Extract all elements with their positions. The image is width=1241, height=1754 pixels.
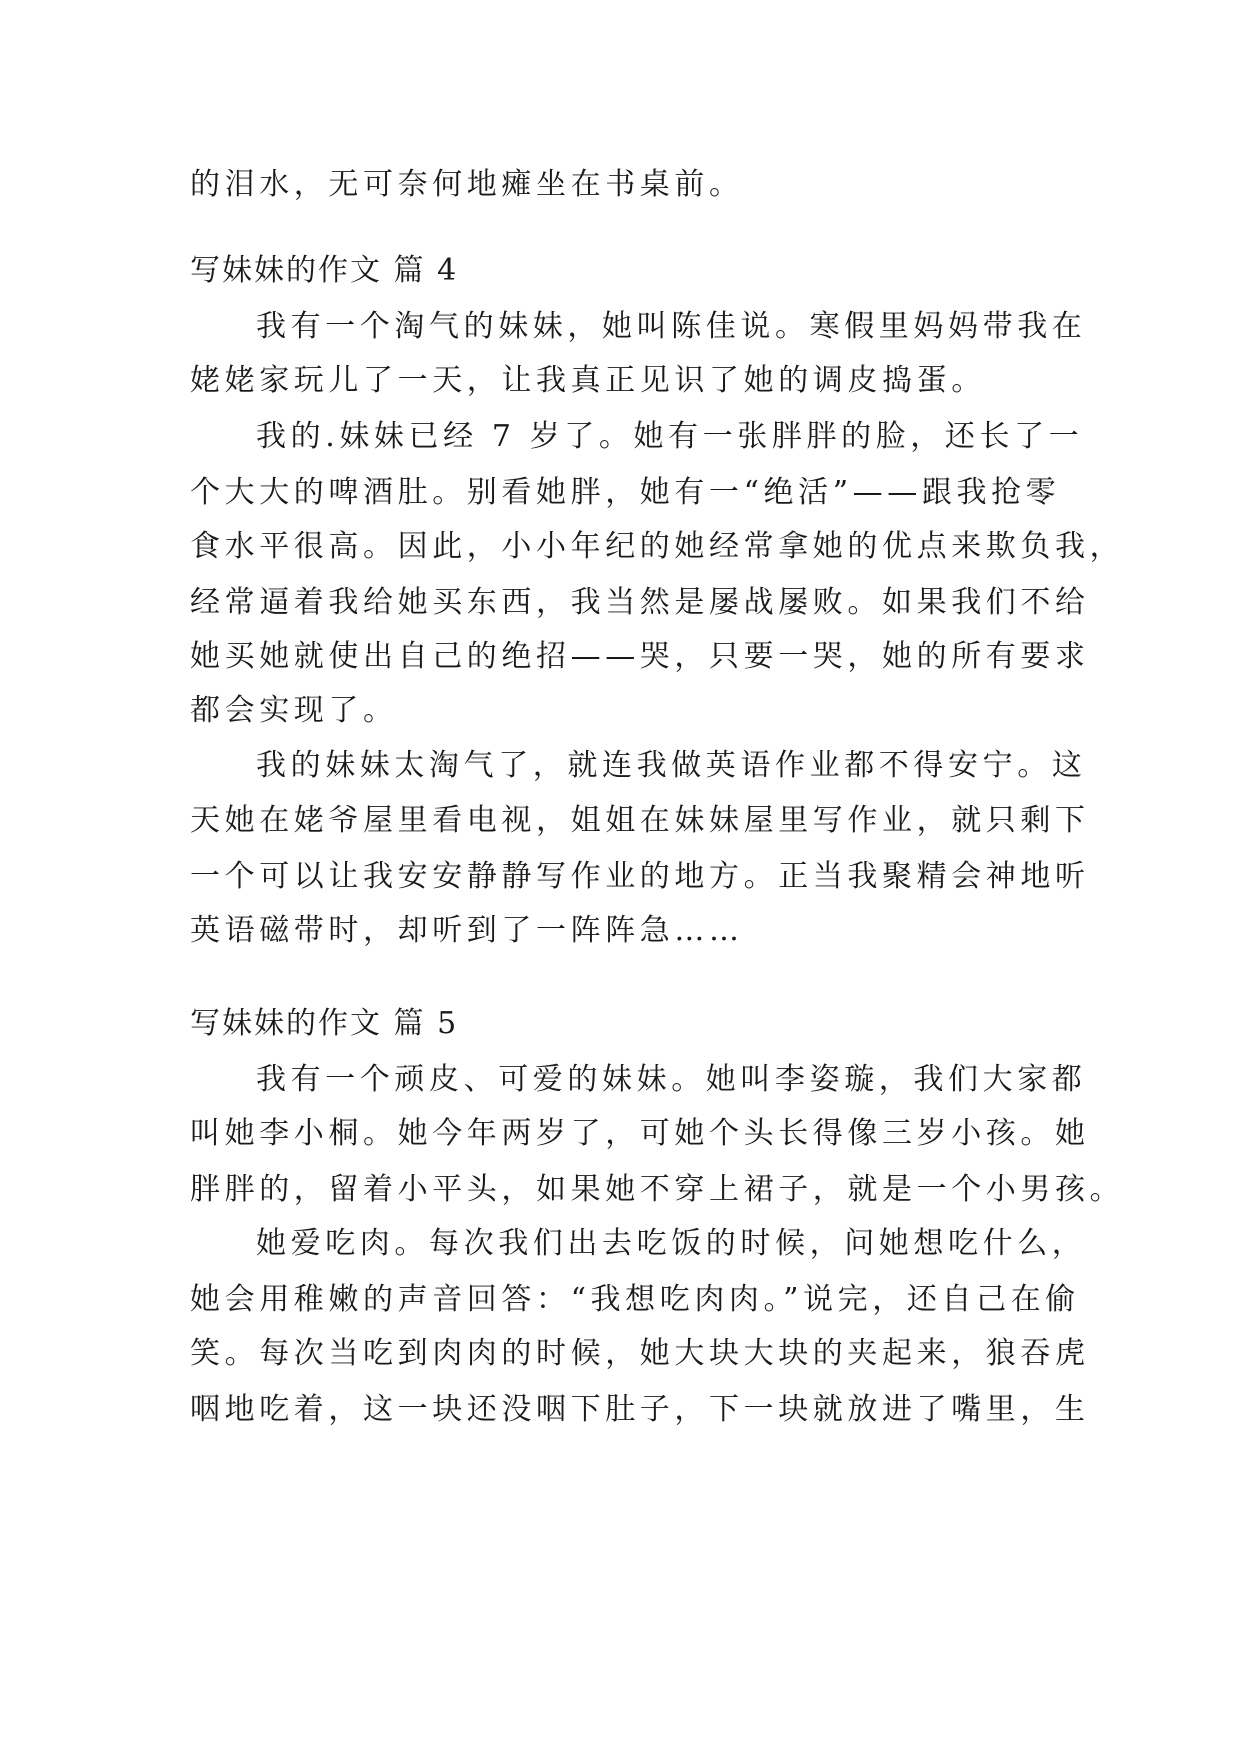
paragraph-line: 笑。每次当吃到肉肉的时候，她大块大块的夹起来，狼吞虎	[190, 1336, 1090, 1371]
section-heading: 写妹妹的作文 篇 5	[190, 1006, 459, 1041]
paragraph-line: 一个可以让我安安静静写作业的地方。正当我聚精会神地听	[190, 859, 1090, 894]
paragraph-line: 我有一个顽皮、可爱的妹妹。她叫李姿璇，我们大家都	[256, 1062, 1087, 1097]
paragraph-line: 我的妹妹太淘气了，就连我做英语作业都不得安宁。这	[256, 748, 1087, 783]
section-heading: 写妹妹的作文 篇 4	[190, 253, 459, 288]
paragraph-line: 胖胖的，留着小平头，如果她不穿上裙子，就是一个小男孩。	[190, 1172, 1125, 1207]
paragraph-line: 英语磁带时，却听到了一阵阵急……	[190, 913, 744, 948]
paragraph-line: 咽地吃着，这一块还没咽下肚子，下一块就放进了嘴里，生	[190, 1392, 1090, 1427]
paragraph-line: 经常逼着我给她买东西，我当然是屡战屡败。如果我们不给	[190, 585, 1090, 620]
paragraph-line: 她买她就使出自己的绝招——哭，只要一哭，她的所有要求	[190, 639, 1090, 674]
paragraph-line: 我有一个淘气的妹妹，她叫陈佳说。寒假里妈妈带我在	[256, 309, 1087, 344]
paragraph-line: 食水平很高。因此，小小年纪的她经常拿她的优点来欺负我，	[190, 529, 1125, 564]
paragraph-line: 她爱吃肉。每次我们出去吃饭的时候，问她想吃什么，	[256, 1226, 1087, 1261]
paragraph-line: 姥姥家玩儿了一天，让我真正见识了她的调皮捣蛋。	[190, 363, 986, 398]
paragraph-line: 都会实现了。	[190, 693, 398, 728]
paragraph-line: 她会用稚嫩的声音回答：“我想吃肉肉。”说完，还自己在偷	[190, 1282, 1080, 1317]
paragraph-line: 叫她李小桐。她今年两岁了，可她个头长得像三岁小孩。她	[190, 1116, 1090, 1151]
paragraph-line: 个大大的啤酒肚。别看她胖，她有一“绝活”——跟我抢零	[190, 475, 1061, 510]
continuation-line: 的泪水，无可奈何地瘫坐在书桌前。	[190, 167, 744, 202]
paragraph-line: 我的.妹妹已经 7 岁了。她有一张胖胖的脸，还长了一	[256, 419, 1084, 454]
paragraph-line: 天她在姥爷屋里看电视，姐姐在妹妹屋里写作业，就只剩下	[190, 803, 1090, 838]
